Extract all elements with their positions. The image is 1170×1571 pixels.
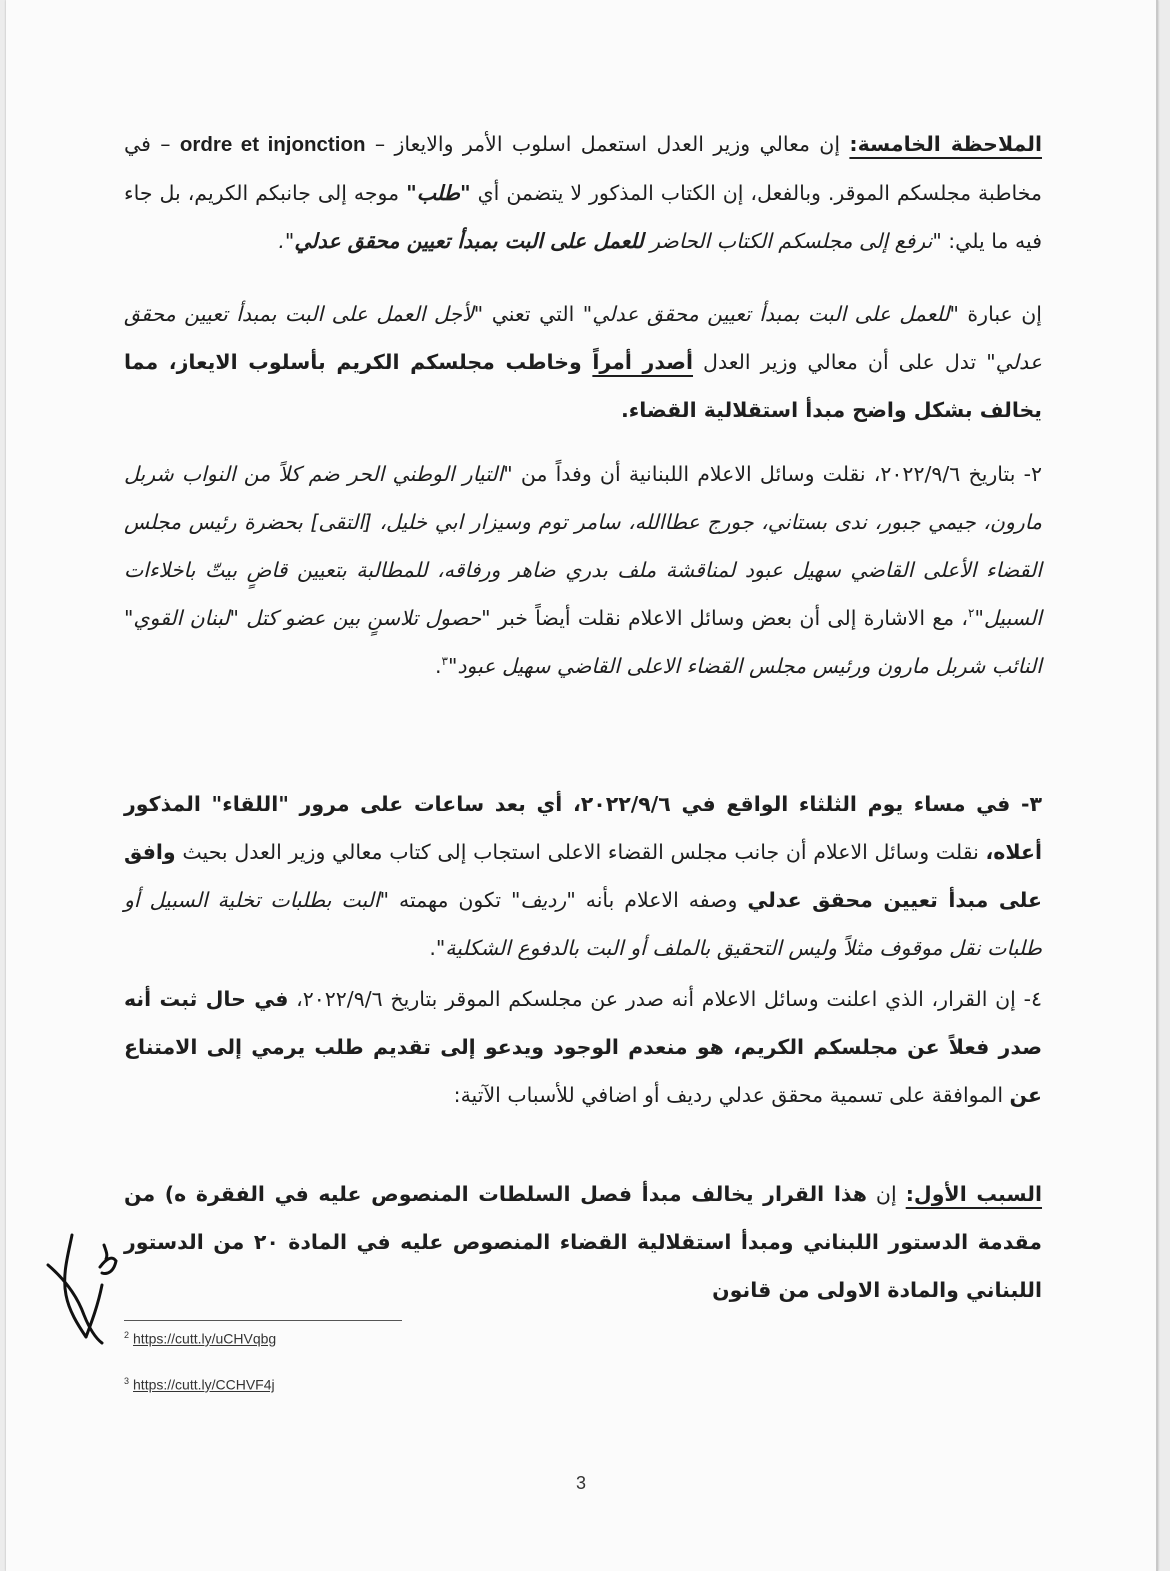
- issued-order-phrase: أصدر أمراً: [592, 350, 694, 374]
- footnote-separator: [124, 1320, 402, 1321]
- text: .: [429, 936, 436, 960]
- fifth-remark-heading: الملاحظة الخامسة:: [849, 132, 1042, 156]
- quote-dispute: "حصول تلاسنٍ بين عضو كتل "لبنان القوي" النائب شربل مارون ورئيس مجلس القضاء الاعلى القاضي سهيل عبود": [124, 606, 1042, 678]
- footnote-number: 3: [124, 1376, 130, 1386]
- text: إن معالي وزير العدل استعمل اسلوب الأمر والايعاز –: [365, 132, 850, 156]
- bold-nonexistent: في حال ثبت أنه صدر فعلاً عن مجلسكم الكريم، هو منعدم الوجود ويدعو إلى تقديم طلب يرمي إلى الامتناع عن: [124, 987, 1042, 1107]
- footnote-ref-2: ٢: [967, 606, 975, 621]
- text: ٢- بتاريخ ٢٠٢٢/٩/٦، نقلت وسائل الاعلام اللبنانية أن وفداً من: [512, 462, 1043, 486]
- quote-letter-bold: للعمل على البت بمبدأ تعيين محقق عدلي: [294, 229, 644, 253]
- quote-mission: "البت بطلبات تخلية السبيل أو طلبات نقل موقوف مثلاً وليس التحقيق بالملف أو البت بالدفوع الشكلية": [124, 888, 1042, 960]
- text: وصفه الاعلام بأنه: [575, 888, 748, 912]
- page-number: 3: [575, 1473, 586, 1493]
- signature-image: [42, 1225, 122, 1355]
- text: .: [434, 654, 442, 678]
- text: موجه إلى جانبكم الكريم، بل جاء فيه ما يلي:: [124, 181, 1042, 253]
- text: نقلت وسائل الاعلام أن جانب مجلس القضاء الاعلى استجاب إلى كتاب معالي وزير العدل بحيث: [175, 840, 986, 864]
- text: إن: [866, 1182, 906, 1206]
- quote-phrase: "للعمل على البت بمبدأ تعيين محقق عدلي": [582, 302, 959, 326]
- text: ٤- إن القرار، الذي اعلنت وسائل الاعلام أنه صدر عن مجلسكم الموقر بتاريخ ٢٠٢٢/٩/٦،: [288, 987, 1043, 1011]
- text: – في مخاطبة مجلسكم الموقر. وبالفعل، إن الكتاب المذكور لا يتضمن أي: [124, 132, 1043, 205]
- footnote-link[interactable]: https://cutt.ly/uCHVqbg: [133, 1330, 277, 1347]
- paragraph-first-reason: [124, 1170, 1042, 1314]
- text: إن عبارة: [958, 302, 1042, 326]
- latin-phrase: ordre et injonction: [179, 133, 366, 156]
- document-page: [6, 0, 1158, 1571]
- paragraph-item-4: [124, 975, 1042, 1119]
- footnote-3: [124, 1376, 275, 1393]
- paragraph-phrase-analysis: [124, 290, 1042, 434]
- text: تكون مهمته: [389, 888, 511, 912]
- footnote-link[interactable]: https://cutt.ly/CCHVF4j: [133, 1376, 275, 1393]
- text: الموافقة على تسمية محقق عدلي رديف أو اضافي للأسباب الآتية:: [453, 1083, 1010, 1107]
- quote-request: "طلب": [406, 181, 471, 205]
- bold-conclusion: وخاطب مجلسكم الكريم بأسلوب الايعاز، مما يخالف بشكل واضح مبدأ استقلالية القضاء.: [124, 350, 1042, 422]
- first-reason-heading: السبب الأول:: [905, 1182, 1043, 1206]
- quote-delegation: "التيار الوطني الحر ضم كلاً من النواب شربل مارون، جيمي جبور، ندى بستاني، جورج عطاالله، سامر توم وسيزار ابي خليل، [التقى] بحضرة رئيس مجلس القضاء الأعلى القاضي سهيل عبود لمناقشة ملف بدري ضاهر ورفاقه، للمطالبة بتعيين قاضٍ بيتّ باخلاءات السبيل": [124, 462, 1042, 630]
- bold-reason: هذا القرار يخالف مبدأ فصل السلطات المنصوص عليه في الفقرة ه) من مقدمة الدستور اللبناني ومبدأ استقلالية القضاء المنصوص عليه في المادة ٢٠ من الدستور اللبناني والمادة الاولى من قانون: [124, 1182, 1043, 1302]
- footnote-2: [124, 1330, 276, 1347]
- quote-auxiliary: "رديف": [510, 888, 576, 912]
- quote-meaning: "لأجل العمل على البت بمبدأ تعيين محقق عدلي": [124, 302, 1042, 374]
- bold-approval: وافق على مبدأ تعيين محقق عدلي: [124, 840, 1042, 912]
- paragraph-fifth-remark: [124, 120, 1042, 265]
- paragraph-item-2: [124, 450, 1042, 690]
- paragraph-item-3: [124, 780, 1042, 972]
- quote-letter: "نرفع إلى مجلسكم الكتاب الحاضر: [643, 229, 942, 253]
- footnote-ref-3: ٣: [441, 654, 448, 669]
- quote-letter-end: ".: [278, 229, 295, 253]
- footnote-number: 2: [124, 1330, 130, 1340]
- text: التي تعني: [483, 302, 583, 326]
- text: ، مع الاشارة إلى أن بعض وسائل الاعلام نقلت أيضاً خبر: [490, 606, 968, 630]
- text: تدل على أن معالي وزير العدل: [693, 350, 987, 374]
- bold-date-phrase: ٣- في مساء يوم الثلثاء الواقع في ٢٠٢٢/٩/٦، أي بعد ساعات على مرور "اللقاء" المذكور أعلاه،: [124, 792, 1043, 864]
